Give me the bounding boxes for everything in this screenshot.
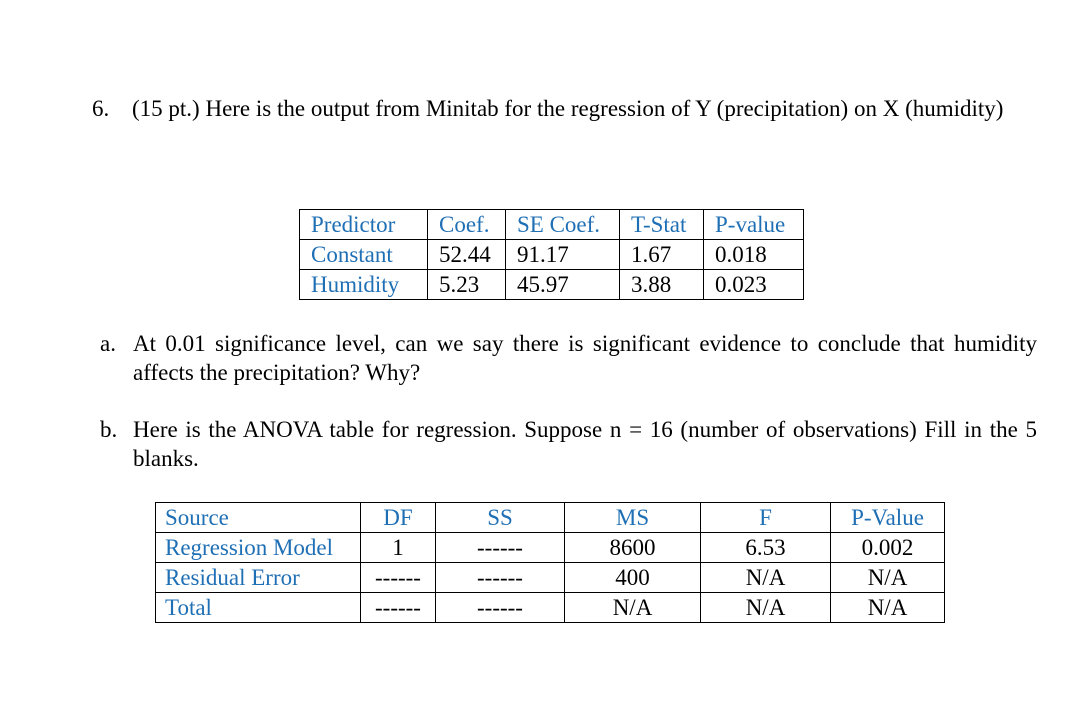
header-se-coef: SE Coef. [506, 210, 620, 240]
cell-predictor: Constant [300, 240, 428, 270]
cell-p-value: N/A [831, 563, 945, 593]
cell-df: ------ [361, 563, 436, 593]
table-header-row [300, 210, 804, 240]
table-row [156, 533, 945, 563]
cell-predictor: Humidity [300, 270, 428, 300]
cell-p-value: N/A [831, 593, 945, 623]
part-b [100, 415, 1037, 473]
header-predictor: Predictor [300, 210, 428, 240]
cell-p-value: 0.002 [831, 533, 945, 563]
cell-coef: 5.23 [428, 270, 506, 300]
header-ms: MS [565, 503, 701, 533]
cell-p-value: 0.023 [704, 270, 804, 300]
question-6 [92, 94, 1037, 123]
cell-f: N/A [701, 563, 831, 593]
header-p-value: P-Value [831, 503, 945, 533]
table-row [300, 240, 804, 270]
cell-se-coef: 91.17 [506, 240, 620, 270]
cell-f: N/A [701, 593, 831, 623]
cell-ss: ------ [436, 593, 565, 623]
cell-p-value: 0.018 [704, 240, 804, 270]
cell-ms: 400 [565, 563, 701, 593]
cell-df: ------ [361, 593, 436, 623]
table-row [300, 270, 804, 300]
regression-output-table [299, 209, 804, 300]
cell-se-coef: 45.97 [506, 270, 620, 300]
header-p-value: P-value [704, 210, 804, 240]
cell-df: 1 [361, 533, 436, 563]
cell-source: Total [156, 593, 361, 623]
cell-ms: N/A [565, 593, 701, 623]
header-coef: Coef. [428, 210, 506, 240]
cell-source: Regression Model [156, 533, 361, 563]
cell-coef: 52.44 [428, 240, 506, 270]
header-f: F [701, 503, 831, 533]
question-text: (15 pt.) Here is the output from Minitab for the regression of Y (precipitation) on X (humidity) [132, 96, 1004, 121]
cell-ms: 8600 [565, 533, 701, 563]
part-b-letter: b. [100, 417, 118, 442]
cell-ss: ------ [436, 533, 565, 563]
header-source: Source [156, 503, 361, 533]
table-row [156, 593, 945, 623]
part-b-text: Here is the ANOVA table for regression. Suppose n = 16 (number of observations) Fill in the 5 blanks. [133, 417, 1037, 471]
part-a [100, 329, 1037, 387]
header-t-stat: T-Stat [620, 210, 704, 240]
cell-t-stat: 1.67 [620, 240, 704, 270]
cell-source: Residual Error [156, 563, 361, 593]
table-row [156, 563, 945, 593]
part-a-text: At 0.01 significance level, can we say there is significant evidence to conclude that humidity affects the precipitation? Why? [133, 331, 1037, 385]
cell-t-stat: 3.88 [620, 270, 704, 300]
anova-table [155, 502, 945, 623]
cell-ss: ------ [436, 563, 565, 593]
header-df: DF [361, 503, 436, 533]
header-ss: SS [436, 503, 565, 533]
part-a-letter: a. [100, 331, 116, 356]
question-number: 6. [92, 96, 110, 121]
cell-f: 6.53 [701, 533, 831, 563]
table-header-row [156, 503, 945, 533]
